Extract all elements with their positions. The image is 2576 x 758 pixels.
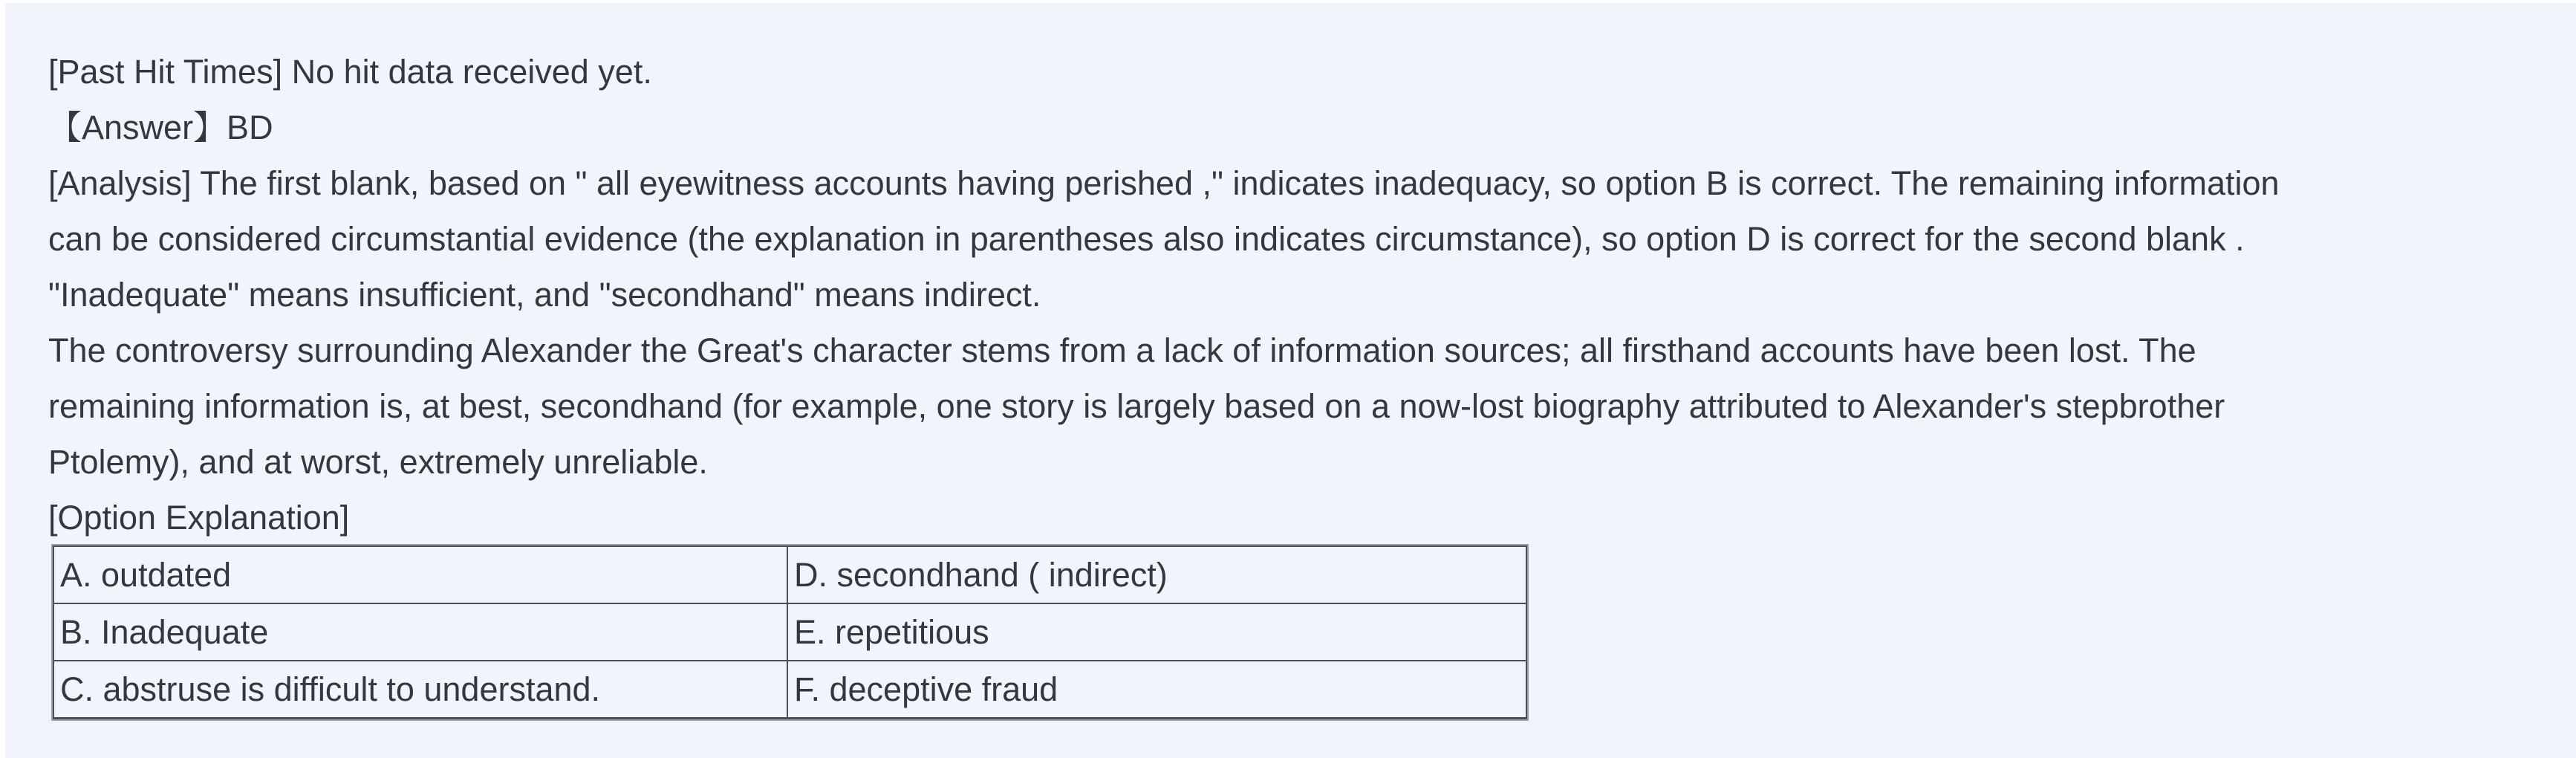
answer-line: 【Answer】BD xyxy=(48,108,273,146)
passage-line-2: remaining information is, at best, secondhand (for example, one story is largely based on a now-lost biography attributed to Alexander's stepbrother xyxy=(48,387,2225,425)
option-cell-a: A. outdated xyxy=(53,546,787,603)
option-cell-c: C. abstruse is difficult to understand. xyxy=(53,661,787,719)
options-table xyxy=(53,545,1527,719)
passage-line-1: The controversy surrounding Alexander the Great's character stems from a lack of information sources; all firsthand accounts have been lost. The xyxy=(48,331,2196,369)
analysis-line-2: can be considered circumstantial evidence (the explanation in parentheses also indicates circumstance), so option D is correct for the second blank . xyxy=(48,220,2245,258)
options-table-row-1 xyxy=(53,546,1526,603)
option-cell-b: B. Inadequate xyxy=(53,603,787,661)
options-table-row-3 xyxy=(53,661,1526,719)
option-explanation-heading: [Option Explanation] xyxy=(48,499,350,537)
analysis-line-3: "Inadequate" means insufficient, and "secondhand" means indirect. xyxy=(48,276,1041,314)
option-cell-e: E. repetitious xyxy=(787,603,1526,661)
document-page xyxy=(5,3,2576,758)
answer-explanation-block xyxy=(5,3,2576,719)
option-cell-d: D. secondhand ( indirect) xyxy=(787,546,1526,603)
analysis-line-1: [Analysis] The first blank, based on " all eyewitness accounts having perished ," indicates inadequacy, so option B is correct. The remaining information xyxy=(48,164,2280,202)
options-table-row-2 xyxy=(53,603,1526,661)
passage-line-3: Ptolemy), and at worst, extremely unreliable. xyxy=(48,443,708,481)
option-cell-f: F. deceptive fraud xyxy=(787,661,1526,719)
past-hit-times-line: [Past Hit Times] No hit data received yet. xyxy=(48,53,652,91)
